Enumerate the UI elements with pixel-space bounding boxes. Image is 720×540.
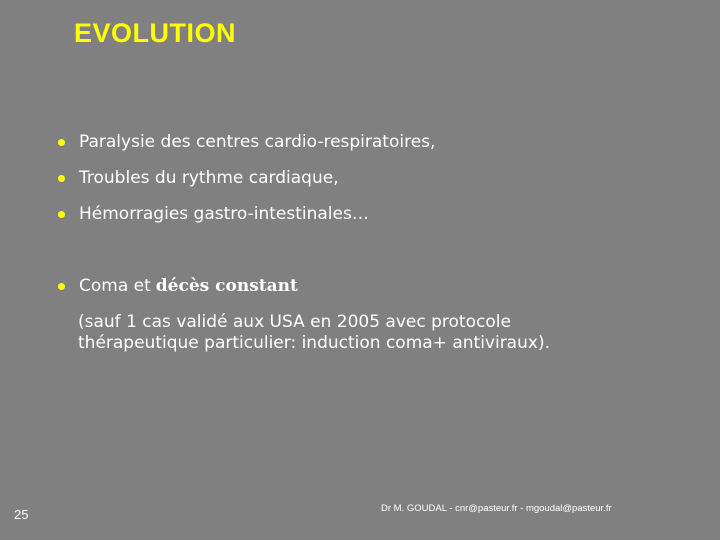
bullet-icon xyxy=(58,139,65,146)
bullet-icon xyxy=(58,211,65,218)
bullet-item xyxy=(56,276,298,296)
bullet-text: Hémorragies gastro-intestinales… xyxy=(79,204,369,224)
bullet-text: Paralysie des centres cardio-respiratoires, xyxy=(79,132,436,152)
bullet-text: Coma et xyxy=(79,276,151,296)
bullet-emphasis: décès constant xyxy=(155,276,298,296)
footer-credit: Dr M. GOUDAL - cnr@pasteur.fr - mgoudal@pasteur.fr xyxy=(381,503,612,514)
slide-title: EVOLUTION xyxy=(74,18,237,48)
note-line: (sauf 1 cas validé aux USA en 2005 avec protocole xyxy=(78,312,511,332)
slide-number: 25 xyxy=(14,507,29,522)
bullet-item xyxy=(56,168,339,188)
bullet-text: Troubles du rythme cardiaque, xyxy=(79,168,339,188)
bullet-item xyxy=(56,204,369,224)
bullet-icon xyxy=(58,283,65,290)
note-paragraph xyxy=(78,312,698,354)
bullet-icon xyxy=(58,175,65,182)
note-line: thérapeutique particulier: induction coma+ antiviraux). xyxy=(78,333,550,353)
bullet-item xyxy=(56,132,435,152)
